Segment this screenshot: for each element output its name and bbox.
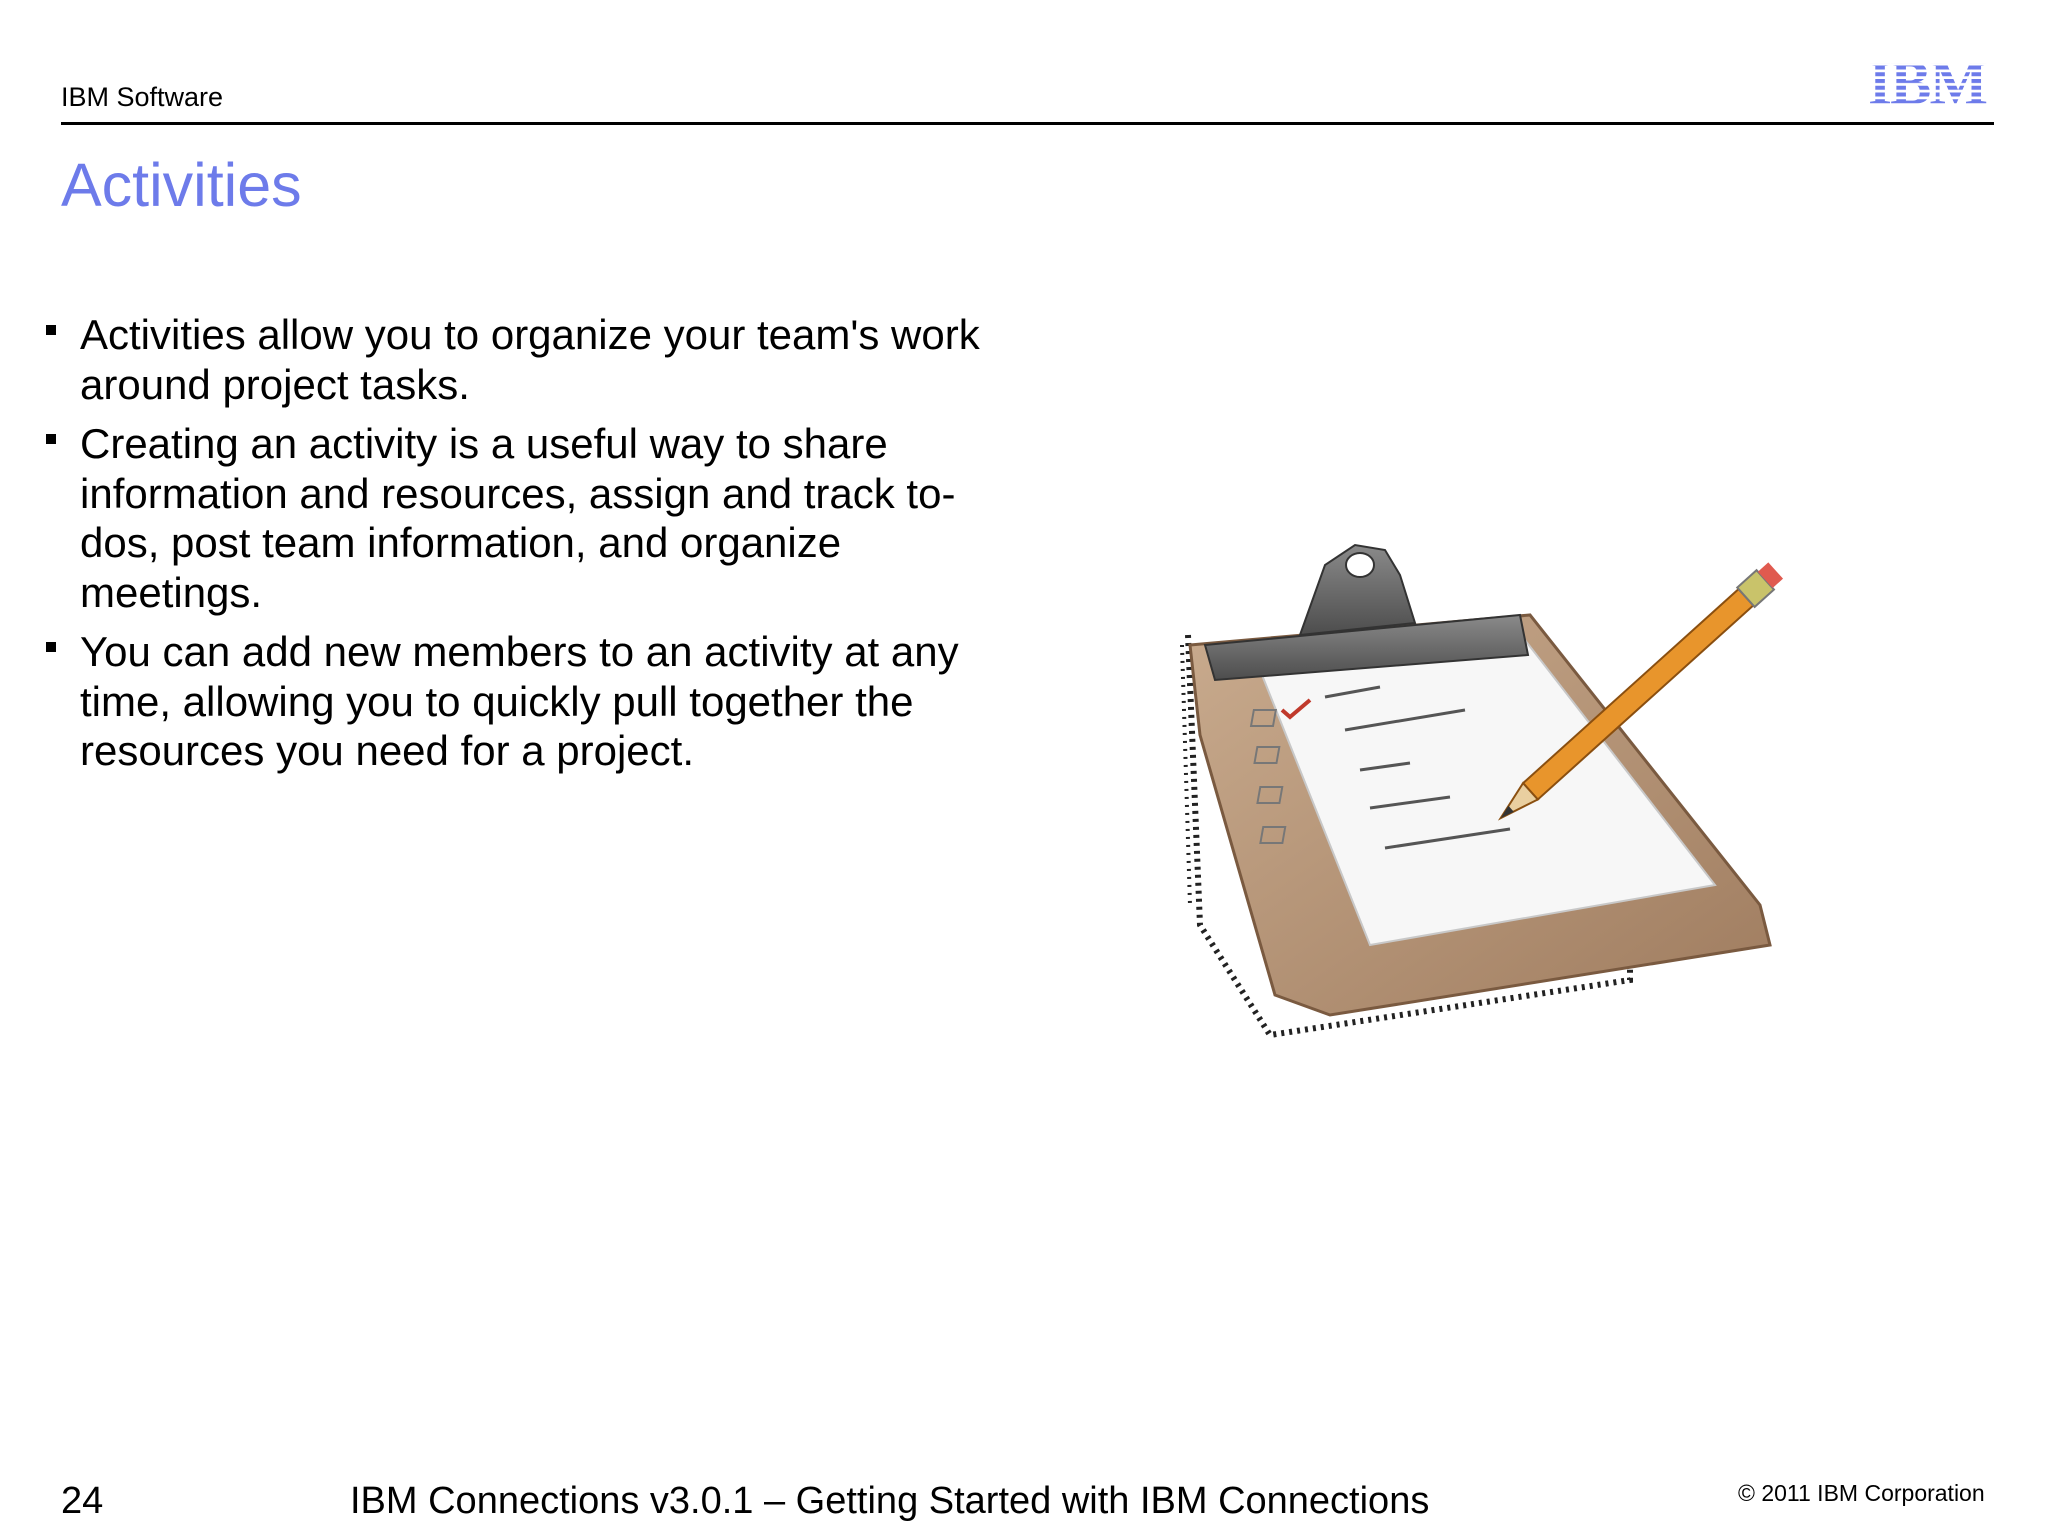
bullet-item	[44, 310, 1024, 409]
bullet-text: Activities allow you to organize your team's work around project tasks.	[80, 311, 980, 408]
bullet-square-icon	[46, 325, 56, 335]
ibm-logo-text: IBM	[1868, 52, 1986, 106]
ibm-logo	[1860, 52, 1994, 106]
header-section-label: IBM Software	[61, 82, 224, 112]
bullet-text: Creating an activity is a useful way to share information and resources, assign and track to-dos, post team information, and organize meetings.	[80, 420, 956, 616]
footer-copyright: © 2011 IBM Corporation	[1738, 1480, 1985, 1506]
bullet-list	[44, 310, 1024, 786]
bullet-square-icon	[46, 434, 56, 444]
bullet-square-icon	[46, 642, 56, 652]
footer-page-number: 24	[61, 1480, 104, 1522]
bullet-item	[44, 419, 1024, 617]
footer-presentation-title: IBM Connections v3.0.1 – Getting Started with IBM Connections	[350, 1480, 1430, 1522]
header-divider	[61, 122, 1994, 125]
clipboard-checklist-with-pencil-icon	[1160, 505, 1810, 1065]
bullet-item	[44, 627, 1024, 776]
slide-title: Activities	[61, 151, 302, 219]
bullet-text: You can add new members to an activity at any time, allowing you to quickly pull together the resources you need for a project.	[80, 628, 959, 774]
